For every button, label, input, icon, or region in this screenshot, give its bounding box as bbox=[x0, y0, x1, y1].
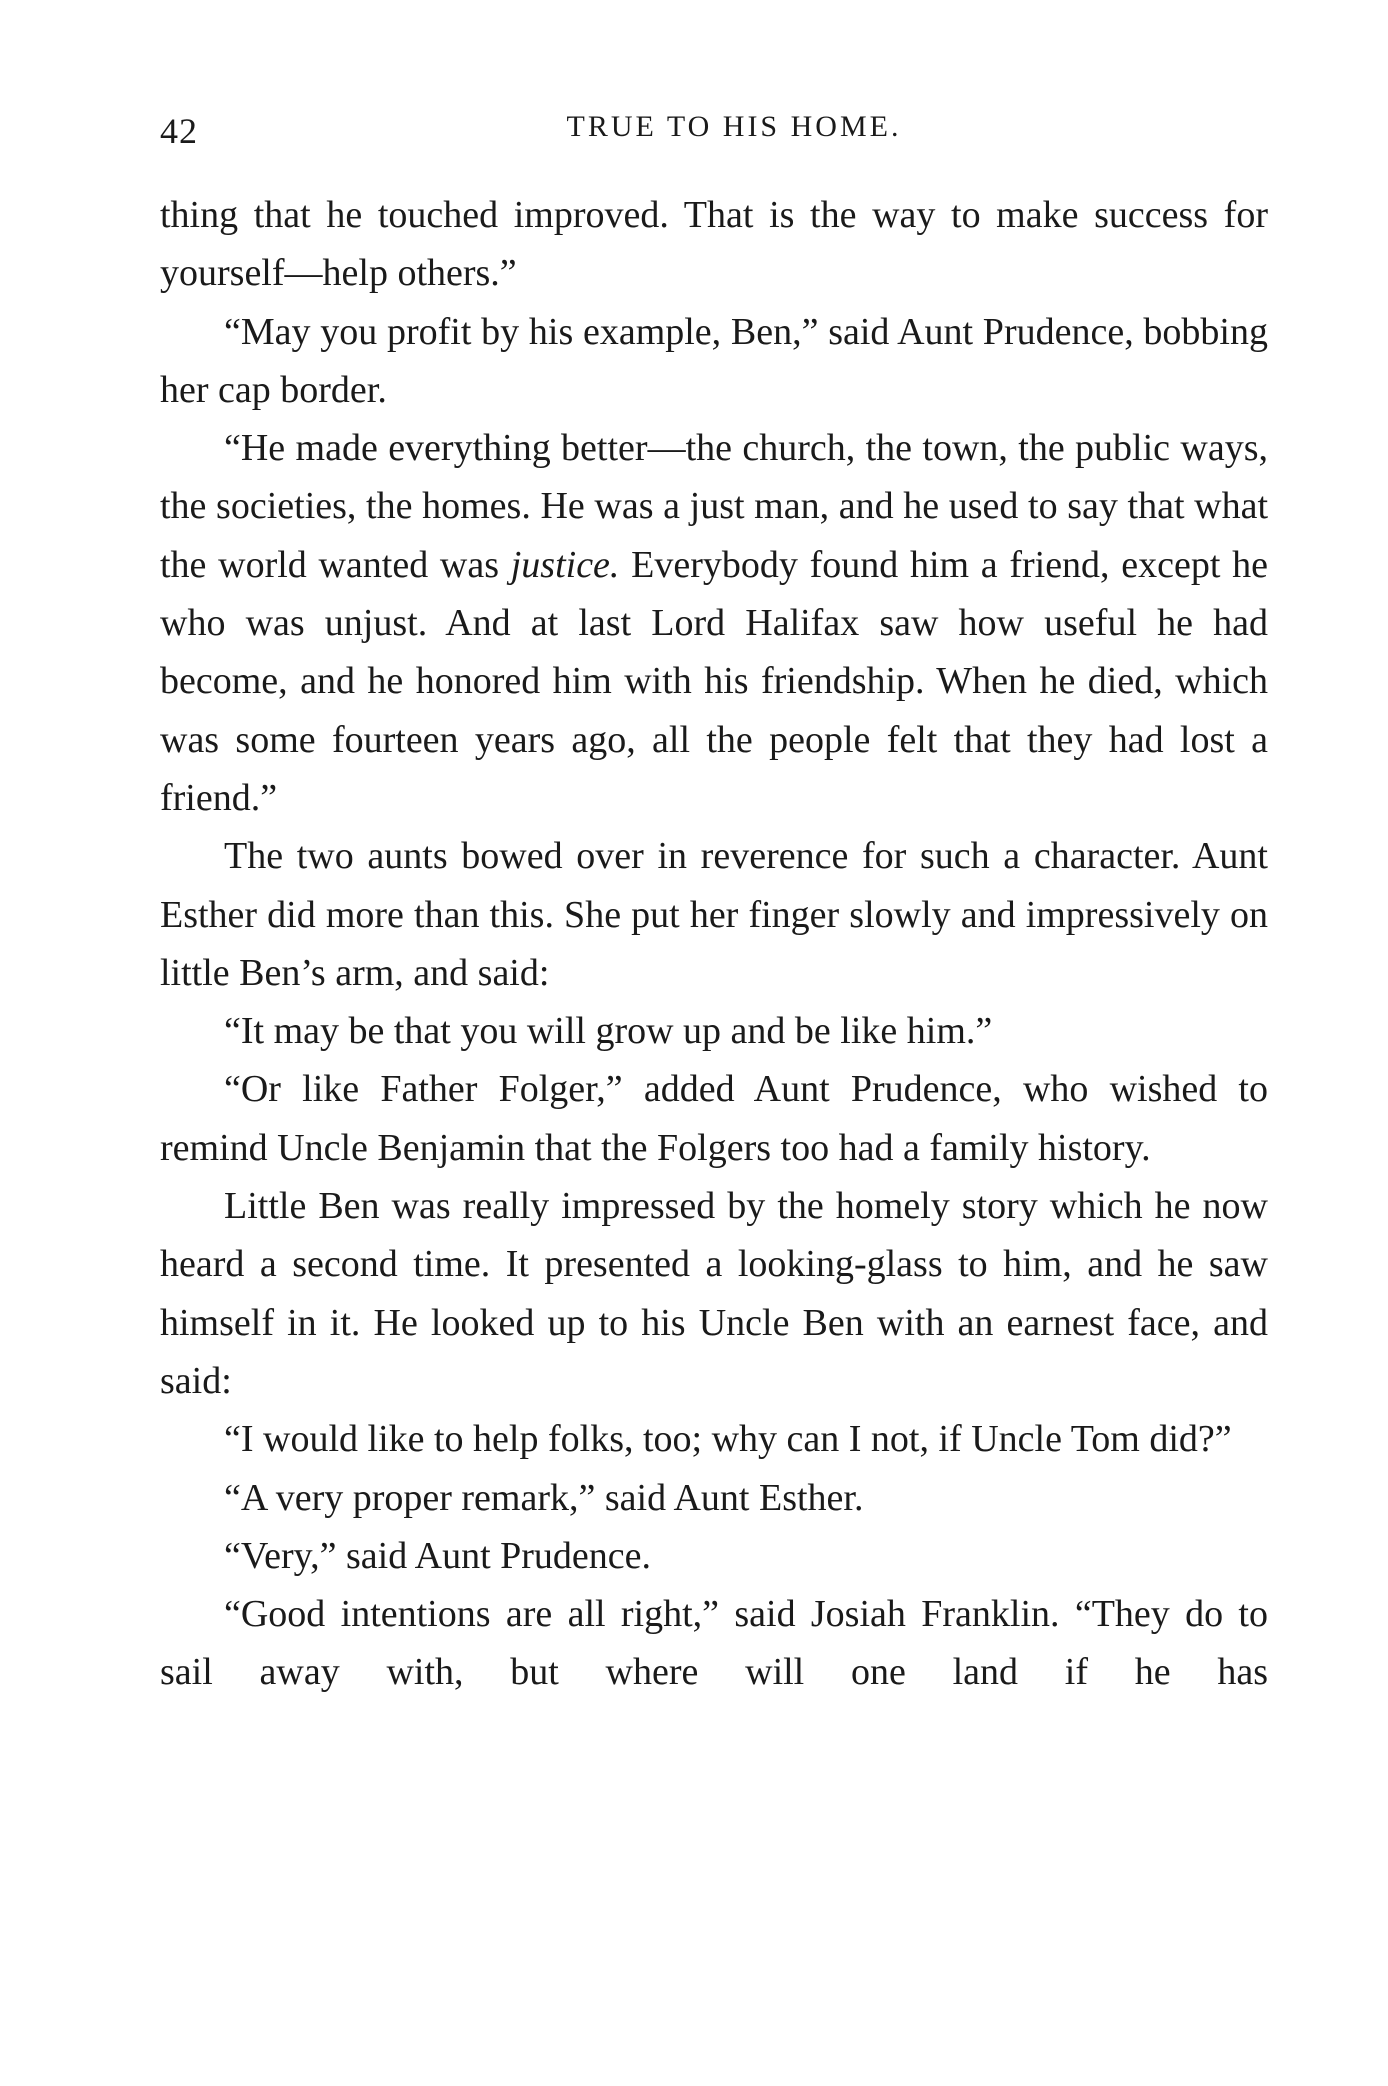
running-title: TRUE TO HIS HOME. bbox=[566, 110, 902, 143]
paragraph-text: “He made everything better—the church, the town, the public ways, the societies, the homes. He was a just man, and he used to say that what the world wanted was bbox=[160, 427, 1268, 586]
paragraph: “May you profit by his example, Ben,” said Aunt Prudence, bobbing her cap border. bbox=[160, 310, 1268, 411]
paragraph bbox=[160, 419, 1268, 827]
paragraph: “A very proper remark,” said Aunt Esther. bbox=[224, 1476, 864, 1519]
paragraph: thing that he touched improved. That is the way to make success for yourself—help others.” bbox=[160, 194, 1268, 295]
page-header bbox=[160, 110, 1268, 160]
body-text bbox=[160, 186, 1268, 1702]
paragraph: Little Ben was really impressed by the homely story which he now heard a second time. It presented a looking-glass to him, and he saw himself in it. He looked up to his Uncle Ben with an earnest face, and said: bbox=[160, 1185, 1268, 1402]
paragraph: The two aunts bowed over in reverence for such a character. Aunt Esther did more than this. She put her finger slowly and impressively on little Ben’s arm, and said: bbox=[160, 835, 1268, 994]
paragraph: “Or like Father Folger,” added Aunt Prudence, who wished to remind Uncle Benjamin that the Folgers too had a family history. bbox=[160, 1068, 1268, 1169]
emphasized-word: justice. bbox=[510, 543, 620, 586]
paragraph: “Very,” said Aunt Prudence. bbox=[224, 1534, 652, 1577]
paragraph: “I would like to help folks, too; why can I not, if Uncle Tom did?” bbox=[224, 1418, 1232, 1461]
paragraph: “Good intentions are all right,” said Josiah Franklin. “They do to sail away with, but where will one land if he has bbox=[160, 1593, 1268, 1694]
paragraph: “It may be that you will grow up and be like him.” bbox=[224, 1010, 993, 1053]
page-number: 42 bbox=[160, 111, 198, 151]
paragraph-text: Everybody found him a friend, except he who was unjust. And at last Lord Halifax saw how useful he had become, and he honored him with his friendship. When he died, which was some fourteen years ago, all the people felt that they had lost a friend.” bbox=[160, 543, 1268, 819]
